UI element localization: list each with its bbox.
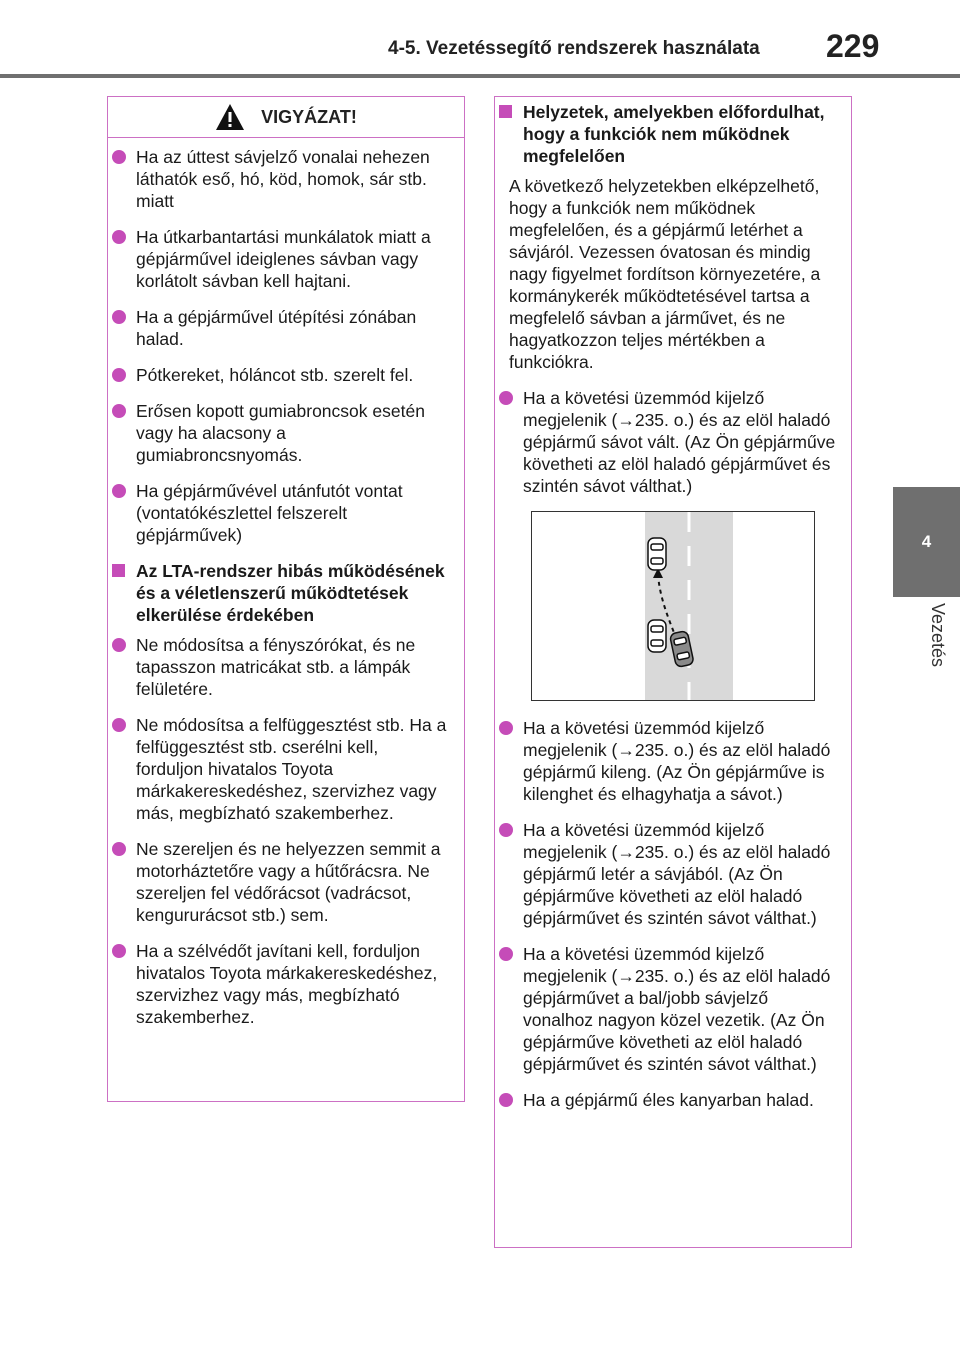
list-item: Ha a szélvédőt javítani kell, forduljon hivatalos Toyota márkakereskedéshez, szervizhez vagy más, megbízható szakemberhez. [122,940,450,1028]
warning-box [107,96,465,1102]
bullet-icon [499,947,513,961]
chapter-tab [893,487,960,597]
list-item: Ha a követési üzemmód kijelző megjelenik (→235. o.) és az elöl haladó gépjárművet a bal/jobb sávjelző vonalhoz nagyon közel vezetik. (Az Ön gépjárműve követheti az elöl haladó gépjárművet és szintén sávot válthat.) [509,943,837,1075]
chapter-label: Vezetés [928,603,948,668]
bullet-icon [112,310,126,324]
intro-paragraph: A következő helyzetekben elképzelhető, hogy a funkciók nem működnek megfelelően, és a gépjármű letérhet a sávjáról. Vezessen óvatosan és mindig nagy figyelmet fordítson környezetére, a kormánykerék működtetésével tartsa a megfelelő sávban a járművet, és ne hagyatkozzon teljes mértékben a funkciókra. [509,176,821,372]
bullet-icon [112,944,126,958]
chapter-number: 4 [921,532,932,551]
bullet-icon [112,842,126,856]
bullet-icon [499,721,513,735]
header-rule [0,74,960,78]
list-item: Ha a gépjármű éles kanyarban halad. [509,1089,837,1111]
bullet-icon [499,1093,513,1107]
lane-diagram-svg [532,512,814,700]
lead-vehicle-icon [648,538,666,570]
section-title: 4-5. Vezetéssegítő rendszerek használata [388,38,760,59]
list-item: Ne szereljen és ne helyezzen semmit a motorháztetőre vagy a hűtőrácsra. Ne szereljen fel védőrácsot (vadrácsot, kengururácsot stb.) sem. [122,838,450,926]
list-item: Ne módosítsa a felfüggesztést stb. Ha a felfüggesztést stb. cserélni kell, forduljon hivatalos Toyota márkakereskedéshez, szervizhez vagy más, megbízható szakemberhez. [122,714,450,824]
adjacent-vehicle-icon [648,620,666,652]
list-item: Pótkereket, hóláncot stb. szerelt fel. [122,364,450,386]
bullet-icon [112,230,126,244]
bullet-icon [112,368,126,382]
list-item: Ha az úttest sávjelző vonalai nehezen láthatók eső, hó, köd, homok, sár stb. miatt [122,146,450,212]
situations-box [494,96,852,1248]
list-item: Ha a gépjárművel útépítési zónában halad. [122,306,450,350]
lane-change-illustration [531,511,815,701]
bullet-icon [112,404,126,418]
bullet-icon [112,484,126,498]
warning-content [108,138,464,1028]
list-item: Ha útkarbantartási munkálatok miatt a gépjárművel ideiglenes sávban vagy korlátolt sávban kell hajtani. [122,226,450,292]
bullet-icon [112,150,126,164]
list-item: Ha a követési üzemmód kijelző megjelenik (→235. o.) és az elöl haladó gépjármű kileng. (Az Ön gépjárműve is kilenghet és elhagyhatja a sávot.) [509,717,837,805]
bullet-icon [499,823,513,837]
list-item: Ha a követési üzemmód kijelző megjelenik (→235. o.) és az elöl haladó gépjármű letér a sávjából. (Az Ön gépjárműve követheti az elöl haladó gépjárművet és szintén sávot válthat.) [509,819,837,929]
list-item: Erősen kopott gumiabroncsok esetén vagy ha alacsony a gumiabroncsnyomás. [122,400,450,466]
list-item: Ha gépjárművével utánfutót vontat (vontatókészlettel felszerelt gépjárművek) [122,480,450,546]
warning-triangle-icon [215,103,245,131]
square-bullet-icon [112,564,125,577]
section-heading: Helyzetek, amelyekben előfordulhat, hogy a funkciók nem működnek megfelelően [509,101,837,167]
warning-title: VIGYÁZAT! [261,106,357,127]
bullet-icon [112,638,126,652]
page-number: 229 [826,28,880,64]
list-item: Ne módosítsa a fényszórókat, és ne tapasszon matricákat stb. a lámpák felületére. [122,634,450,700]
bullet-icon [499,391,513,405]
warning-header [108,97,464,138]
list-item: Ha a követési üzemmód kijelző megjelenik (→235. o.) és az elöl haladó gépjármű sávot vált. (Az Ön gépjárműve követheti az elöl haladó gépjárművet és szintén sávot válthat.) [509,387,837,497]
section-heading: Az LTA-rendszer hibás működésének és a véletlenszerű működtetések elkerülése érdekében [122,560,450,626]
square-bullet-icon [499,105,512,118]
bullet-icon [112,718,126,732]
situations-content [495,97,851,1111]
